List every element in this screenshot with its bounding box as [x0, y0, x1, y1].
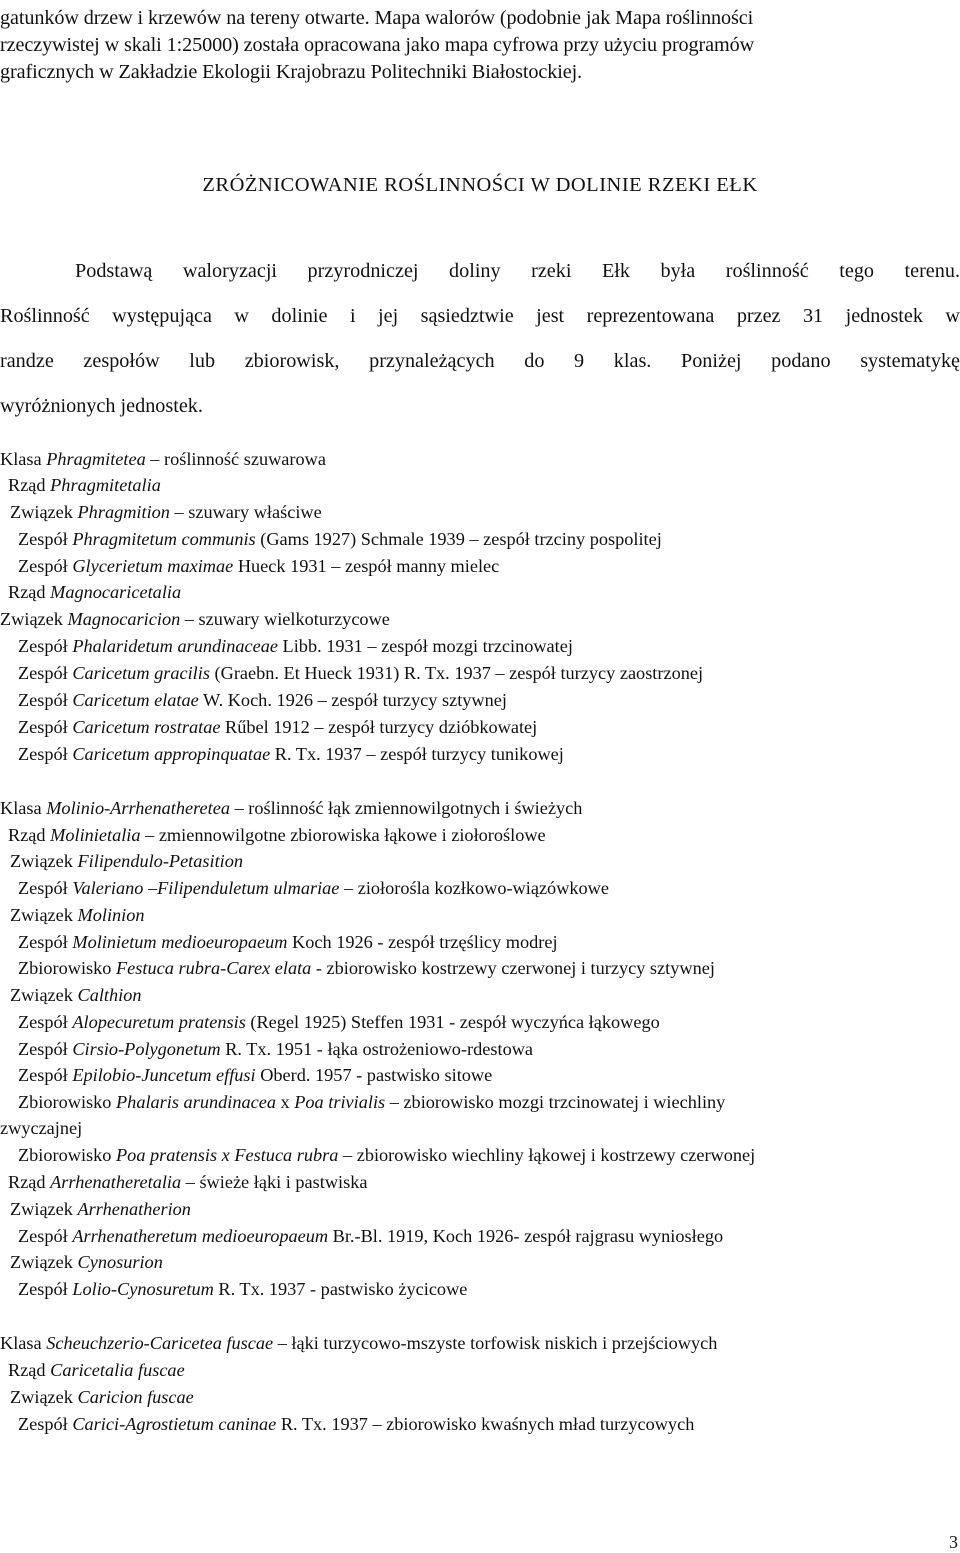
- taxon-line: [18, 555, 499, 577]
- taxon-rank: Zespół: [18, 690, 68, 710]
- taxon-description: zwyczajnej: [0, 1118, 83, 1138]
- taxon-rank: Zbiorowisko: [18, 958, 112, 978]
- taxon-line: [10, 984, 142, 1006]
- taxon-description: – łąki turzycowo-mszyste torfowisk niskich i przejściowych: [273, 1333, 718, 1353]
- taxon-rank: Związek: [10, 1199, 73, 1219]
- taxon-description: – zbiorowisko mozgi trzcinowatej i wiechliny: [385, 1092, 726, 1112]
- taxon-rank: Rząd: [8, 825, 46, 845]
- taxon-description: Oberd. 1957 - pastwisko sitowe: [255, 1065, 493, 1085]
- taxon-rank: Rząd: [8, 582, 46, 602]
- taxon-rank: Zespół: [18, 636, 68, 656]
- taxon-name: Lolio-Cynosuretum: [72, 1279, 214, 1299]
- taxon-rank: Związek: [10, 905, 73, 925]
- taxon-line: [18, 689, 507, 711]
- taxon-line: [10, 850, 243, 872]
- taxon-name: Festuca rubra-Carex elata: [116, 958, 312, 978]
- taxon-rank: Związek: [10, 502, 73, 522]
- taxon-name: Molinietalia: [50, 825, 141, 845]
- taxon-name: Phragmitetalia: [50, 475, 161, 495]
- taxon-rank: Zbiorowisko: [18, 1145, 112, 1165]
- taxon-description: Hueck 1931 – zespół manny mielec: [233, 556, 500, 576]
- taxon-line: [18, 1144, 755, 1166]
- taxon-description: Libb. 1931 – zespół mozgi trzcinowatej: [277, 636, 573, 656]
- taxon-rank: Zespół: [18, 717, 68, 737]
- intro-text: [0, 0, 960, 90]
- taxon-rank: Zespół: [18, 1039, 68, 1059]
- taxon-description: R. Tx. 1951 - łąka ostrożeniowo-rdestowa: [220, 1039, 534, 1059]
- page-number: 3: [949, 1532, 958, 1552]
- taxon-name: Arrhenatherion: [77, 1199, 191, 1219]
- taxon-rank: Klasa: [0, 1333, 42, 1353]
- taxon-name: Magnocaricion: [67, 609, 181, 629]
- taxon-description: Br.-Bl. 1919, Koch 1926- zespół rajgrasu wyniosłego: [328, 1226, 724, 1246]
- paragraph-line: randze zespołów lub zbiorowisk, przynależących do 9 klas. Poniżej podano systematykę: [0, 350, 960, 372]
- taxon-rank: Związek: [0, 609, 63, 629]
- taxon-description: - zbiorowisko kostrzewy czerwonej i turzycy sztywnej: [311, 958, 715, 978]
- taxon-line: [8, 581, 181, 603]
- paragraph-line: wyróżnionych jednostek.: [0, 395, 203, 417]
- taxon-line: [0, 1332, 717, 1354]
- taxon-name: Phragmition: [77, 502, 170, 522]
- taxon-rank: Zespół: [18, 529, 68, 549]
- taxon-line: [18, 743, 564, 765]
- taxon-description: x: [275, 1092, 295, 1112]
- taxon-name: Scheuchzerio-Caricetea fuscae: [46, 1333, 274, 1353]
- taxon-line: [8, 1359, 185, 1381]
- taxon-rank: Zespół: [18, 556, 68, 576]
- taxon-name: Cynosurion: [77, 1252, 163, 1272]
- taxon-description: R. Tx. 1937 – zespół turzycy tunikowej: [270, 744, 564, 764]
- taxon-name: Calthion: [77, 985, 142, 1005]
- taxon-rank: Zespół: [18, 1012, 68, 1032]
- taxon-line: [18, 1225, 723, 1247]
- taxon-rank: Zespół: [18, 744, 68, 764]
- taxon-rank: Zespół: [18, 1065, 68, 1085]
- taxon-name: Phalaris arundinacea: [116, 1092, 276, 1112]
- taxon-line: [18, 1064, 492, 1086]
- paragraph-line: Roślinność występująca w dolinie i jej sąsiedztwie jest reprezentowana przez 31 jednostek w: [0, 305, 960, 327]
- taxon-rank: Zbiorowisko: [18, 1092, 112, 1112]
- taxon-line: [0, 1117, 82, 1139]
- taxon-line: [18, 528, 662, 550]
- paragraph-line: Podstawą waloryzacji przyrodniczej doliny rzeki Ełk była roślinność tego terenu.: [75, 260, 960, 282]
- taxon-name: Arrhenatheretalia: [50, 1172, 182, 1192]
- taxon-name: Caricetalia fuscae: [50, 1360, 185, 1380]
- taxon-name: Epilobio-Juncetum effusi: [72, 1065, 256, 1085]
- taxon-line: [18, 1413, 694, 1435]
- taxon-name: Arrhenatheretum medioeuropaeum: [72, 1226, 329, 1246]
- taxon-name: Phalaridetum arundinaceae: [72, 636, 278, 656]
- taxon-line: [10, 1251, 163, 1273]
- taxon-line: [18, 957, 715, 979]
- taxon-rank: Związek: [10, 1387, 73, 1407]
- taxon-description: – szuwary wielkoturzycowe: [180, 609, 390, 629]
- taxon-description: W. Koch. 1926 – zespół turzycy sztywnej: [198, 690, 507, 710]
- taxon-name: Caricetum appropinquatae: [72, 744, 271, 764]
- taxon-line: [18, 716, 537, 738]
- taxon-line: [18, 931, 558, 953]
- taxon-rank: Zespół: [18, 932, 68, 952]
- taxon-line: [18, 662, 703, 684]
- taxon-description: R. Tx. 1937 - pastwisko życicowe: [213, 1279, 468, 1299]
- taxon-line: [18, 1038, 533, 1060]
- taxon-rank: Zespół: [18, 878, 68, 898]
- taxon-rank: Klasa: [0, 449, 42, 469]
- taxon-description: (Graebn. Et Hueck 1931) R. Tx. 1937 – zespół turzycy zaostrzonej: [209, 663, 704, 683]
- taxon-line: [0, 608, 390, 630]
- taxon-line: [18, 877, 609, 899]
- taxon-line: [18, 1278, 467, 1300]
- taxon-rank: Zespół: [18, 1226, 68, 1246]
- taxon-description: – świeże łąki i pastwiska: [181, 1172, 368, 1192]
- taxon-name: Carici-Agrostietum caninae: [72, 1414, 277, 1434]
- taxon-description: (Gams 1927) Schmale 1939 – zespół trzciny pospolitej: [255, 529, 662, 549]
- taxon-rank: Związek: [10, 1252, 73, 1272]
- taxon-name: Caricetum gracilis: [72, 663, 210, 683]
- taxon-name: Filipendulo-Petasition: [77, 851, 244, 871]
- taxon-name: Cirsio-Polygonetum: [72, 1039, 221, 1059]
- taxon-line: [8, 1171, 367, 1193]
- taxon-name: Glycerietum maximae: [72, 556, 234, 576]
- taxon-line: [0, 448, 326, 470]
- taxon-description: – zbiorowisko wiechliny łąkowej i kostrzewy czerwonej: [338, 1145, 756, 1165]
- taxon-rank: Rząd: [8, 1172, 46, 1192]
- taxon-name: Molinion: [77, 905, 145, 925]
- taxon-line: [8, 474, 161, 496]
- taxon-name: Phragmitetea: [46, 449, 146, 469]
- taxon-description: – ziołorośla kozłkowo-wiązówkowe: [339, 878, 609, 898]
- taxon-rank: Zespół: [18, 663, 68, 683]
- taxon-name: Valeriano –Filipenduletum ulmariae: [72, 878, 340, 898]
- taxon-name: Molinio-Arrhenatheretea: [46, 798, 230, 818]
- taxon-line: [18, 1011, 660, 1033]
- taxon-rank: Zespół: [18, 1414, 68, 1434]
- taxon-name: Alopecuretum pratensis: [72, 1012, 246, 1032]
- taxon-description: – roślinność łąk zmiennowilgotnych i świeżych: [230, 798, 583, 818]
- taxon-line: [8, 824, 546, 846]
- taxon-description: R. Tx. 1937 – zbiorowisko kwaśnych mład turzycowych: [276, 1414, 695, 1434]
- taxon-line: [0, 797, 582, 819]
- taxon-rank: Związek: [10, 985, 73, 1005]
- taxon-rank: Rząd: [8, 475, 46, 495]
- taxon-rank: Zespół: [18, 1279, 68, 1299]
- taxon-description: (Regel 1925) Steffen 1931 - zespół wyczyńca łąkowego: [245, 1012, 660, 1032]
- taxon-description: – szuwary właściwe: [169, 502, 322, 522]
- section-heading: ZRÓŻNICOWANIE ROŚLINNOŚCI W DOLINIE RZEKI EŁK: [202, 174, 758, 196]
- intro-line: gatunków drzew i krzewów na tereny otwarte. Mapa walorów (podobnie jak Mapa roślinności: [0, 7, 754, 29]
- taxon-description: Koch 1926 - zespół trzęślicy modrej: [287, 932, 558, 952]
- taxon-name: Poa trivialis: [294, 1092, 386, 1112]
- taxon-line: [18, 1091, 725, 1113]
- taxon-description: – zmiennowilgotne zbiorowiska łąkowe i ziołoroślowe: [140, 825, 546, 845]
- taxon-line: [10, 501, 322, 523]
- taxon-name: Caricetum elatae: [72, 690, 199, 710]
- taxon-line: [10, 904, 145, 926]
- taxon-name: Magnocaricetalia: [50, 582, 182, 602]
- taxon-name: Caricetum rostratae: [72, 717, 221, 737]
- taxon-description: Rűbel 1912 – zespół turzycy dzióbkowatej: [220, 717, 538, 737]
- taxon-rank: Klasa: [0, 798, 42, 818]
- taxon-description: – roślinność szuwarowa: [145, 449, 326, 469]
- taxon-name: Poa pratensis x Festuca rubra: [116, 1145, 339, 1165]
- taxon-line: [10, 1198, 191, 1220]
- taxon-rank: Rząd: [8, 1360, 46, 1380]
- intro-line: rzeczywistej w skali 1:25000) została opracowana jako mapa cyfrowa przy użyciu programów: [0, 34, 755, 56]
- taxon-line: [18, 635, 573, 657]
- intro-line: graficznych w Zakładzie Ekologii Krajobrazu Politechniki Białostockiej.: [0, 61, 583, 83]
- taxon-line: [10, 1386, 194, 1408]
- body-paragraph: [0, 256, 960, 436]
- taxon-name: Phragmitetum communis: [72, 529, 256, 549]
- taxon-name: Molinietum medioeuropaeum: [72, 932, 288, 952]
- taxon-rank: Związek: [10, 851, 73, 871]
- taxon-name: Caricion fuscae: [77, 1387, 194, 1407]
